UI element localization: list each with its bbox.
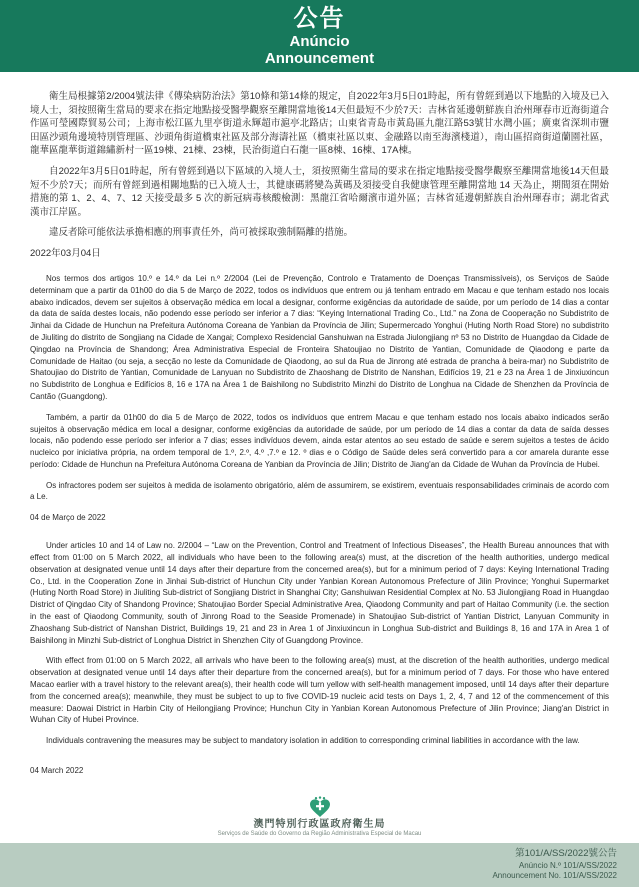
page-title-pt: Anúncio [289,32,350,50]
announcement-number-zh: 第101/A/SS/2022號公告 [515,848,617,860]
english-date: 04 March 2022 [30,766,84,776]
portuguese-paragraph-1: Nos termos dos artigos 10.º e 14.º da Lei n.º 2/2004 (Lei de Prevenção, Controlo e Tratamento de Doenças Transmissíveis), os Serviços de Saúde determinam que a partir da 01h00 do dia 5 de Março de 2022, todos os indivíduos que entrem ou já tenham entrado em Macau e que tenham estado nos locais abaixo indicados, devem ser sujeitos à observação médica em local a designar, conforme exigências da autoridade de saúde, por um período de 14 dias a contar da data de saída destes locais, não podendo esse período ser inferior a 7 dias: “Keying International Trading Co., Ltd.” na Zona de Cooperação no Subdistrito de Jinhai da Cidade de Hunchun na Prefeitura Autónoma Coreana de Yanbian da Província de Jilin; Supermercado Yonghui (Huting North Road Store) no subdistrito de Jiuliting do distrito de Songjiang na Cidade de Xangai; Complexo Residencial Ganshuiwan na Estrada Jiulongjiang nº 53 no Distrito de Huangdao da Cidade de Qingdao na Província de Shandong; Área Administrativa Especial de Fronteira Shatoujiao no Distrito de Yantian, Comunidade de Qiaodong e parte da Comunidade de Haitao (ou seja, a secção no leste da Comunidade de Qiaodong, ao sul da Rua de Jinrong até estrada de prancha à beira-mar) no Subdistrito de Shatoujiao do Distrito de Yantian, Comunidade de Lanyuan no Subdistrito de Zhaoshang de Distrito de Nanshan, Edifícios 19, 21 e 23 na Área 1 de Jinxiuxincun no Subdistrito de Longhua e Edifícios 8, 16 e 17A na Área 1 de Baishilong no Subdistrito Minzhi do Distrito de Longhua na Cidade de Shenzhen da Província de Cantão (Guangdong). [30,273,609,401]
chinese-paragraph-2: 自2022年3月5日01時起，所有曾經到過以下區域的入境人士，須按照衛生當局的要求在指定地點接受醫學觀察至離開當地後14天但最短不少於7天；而所有曾經到過相關地點的已入境人士，其健康碼將變為黃碼及須接受自我健康管理至離開當地 14 天為止，期間須在開始措施的第 1、2、4、7、12 天接受最多 5 次的新冠病毒核酸檢測：黑龍江省哈爾濱市道外區；吉林省延邊朝鮮族自治州琿春市；湖北省武漢市江岸區。 [30,165,609,218]
portuguese-date: 04 de Março de 2022 [30,513,106,523]
announcement-body [0,72,639,791]
header-banner [0,0,639,72]
announcement-number-pt: Anúncio N.º 101/A/SS/2022 [518,860,617,870]
chinese-paragraph-1: 衛生局根據第2/2004號法律《傳染病防治法》第10條和第14條的規定，自2022年3月5日01時起，所有曾經到過以下地點的入境及已入境人士，須按照衛生當局的要求在指定地點接受醫學觀察至離開當地後14天但最短不少於7天：吉林省延邊朝鮮族自治州琿春市近海街道合作區可瑩國際貿易公司；上海市松江區九里亭街道永輝超市滬亭北路店；山東省青島市黃島區九龍江路53號甘水灣小區；廣東省深圳市鹽田區沙頭角邊境特別管理區、沙頭角街道橋東社區及部分海濤社區（橋東社區以東、金融路以南至海濱棧道），南山區招商街道蘭園社區，龍華區龍華街道錦繡新村一區19棟、21棟、23棟，民治街道白石龍一區8棟、16棟、17A棟。 [30,91,609,157]
org-name-pt: Serviços de Saúde do Governo da Região Administrativa Especial de Macau [217,831,422,838]
announcement-number-en: Announcement No. 101/A/SS/2022 [492,871,617,881]
heart-cross-icon [308,796,332,818]
announcement-number-bar [0,843,639,887]
page-title-en: Announcement [264,49,375,67]
english-paragraph-1: Under articles 10 and 14 of Law no. 2/2004 – “Law on the Prevention, Control and Treatment of Infectious Diseases”, the Health Bureau announces that with effect from 01:00 on 5 March 2022, all individuals who have been to the following area(s) must, at the discretion of the health authorities, undergo medical observation at designated venue until 14 days after their departure from the concerned area(s), but for a minimum period of 7 days: Keying International Trading Co., Ltd. in the Cooperation Zone in Jinhai Sub-district of Hunchun City under Yanbian Korean Autonomous Prefecture of Jilin Province; Yonghui Supermarket (Huting North Road Store) in Jiuliting Sub-district of Songjiang District in Shanghai City; Ganshuiwan Residential Complex at No. 53 Jiulongjiang Road in Huangdao District of Qingdao City of Shandong Province; Shatoujiao Border Special Administrative Area, Qiaodong Community and part of Haitao Community (i.e. the section in the east of Qiaodong Community, south of Jinrong Road to the Seaside Promenade) in Shatoujiao Sub-district of Yantian District, Lanyuan Community in Zhaoshang Sub-district of Nanshan District, Buildings 19, 21 and 23 in Area 1 of Jinxiuxincun in Longhua Sub-district and Buildings 8, 16 and 17A in Area 1 of Baishilong in Minzhi Sub-district of Longhua District in Shenzhen City of Guangdong Province. [30,541,609,645]
org-name-zh: 澳門特別行政區政府衛生局 [253,819,386,831]
portuguese-paragraph-violation: Os infractores podem ser sujeitos à medida de isolamento obrigatório, além de assumirem, se existirem, eventuais responsabilidades criminais de acordo com a Le. [30,480,609,502]
portuguese-paragraph-2: Também, a partir da 01h00 do dia 5 de Março de 2022, todos os indivíduos que entrem Macau e que tenham estado nos locais abaixo indicados serão sujeitos à observação médica em local a designar, conforme exigências da autoridade de saúde, por um período de 14 dias a contar da data de saída desses locais, não podendo esse período ser inferior a 7 dias; esses indivíduos devem, ainda estar atentos ao seu estado de saúde e serem sujeitos a testes de ácido nucleico por iniciativa própria, na ordem temporal de 1.º, 2.º, 4.º ,7.º e 12. º dias e o Código de Saúde deles será convertido para a cor amarela durante esse período: Cidade de Hunchun na Prefeitura Autónoma Coreana de Yanbian da Província de Jilin; Distrito de Jiang'an da Cidade de Wuhan da Província de Hubei. [30,412,609,469]
chinese-paragraph-violation: 違反者除可能依法承擔相應的刑事責任外，尚可被採取強制隔離的措施。 [49,227,354,239]
english-paragraph-2: With effect from 01:00 on 5 March 2022, all arrivals who have been to the following area(s) must, at the discretion of the health authorities, undergo medical observation at designated venue until 14 days after their departure from the concerned area(s), but for a minimum period of 7 days. For those who have entered Macao earlier with a travel history to the relevant area(s), their health code will turn yellow with self-health management imposed, until 14 days after their departure from the concerned area(s); meanwhile, they must be subject to up to five COVID-19 nucleic acid tests on Days 1, 2, 4, 7 and 12 of the commencement of this measure: Daowai District in Harbin City of Heilongjiang Province; Hunchun City in Yanbian Korean Autonomous Prefecture of Jilin Province; Jiang'an District in Wuhan City of Hubei Province. [30,656,609,725]
page-title-zh: 公告 [293,4,346,32]
health-bureau-brand [0,791,639,843]
english-paragraph-violation: Individuals contravening the measures may be subject to mandatory isolation in addition to corresponding criminal liabilities in accordance with the law. [46,736,580,746]
chinese-date: 2022年03月04日 [30,247,101,259]
